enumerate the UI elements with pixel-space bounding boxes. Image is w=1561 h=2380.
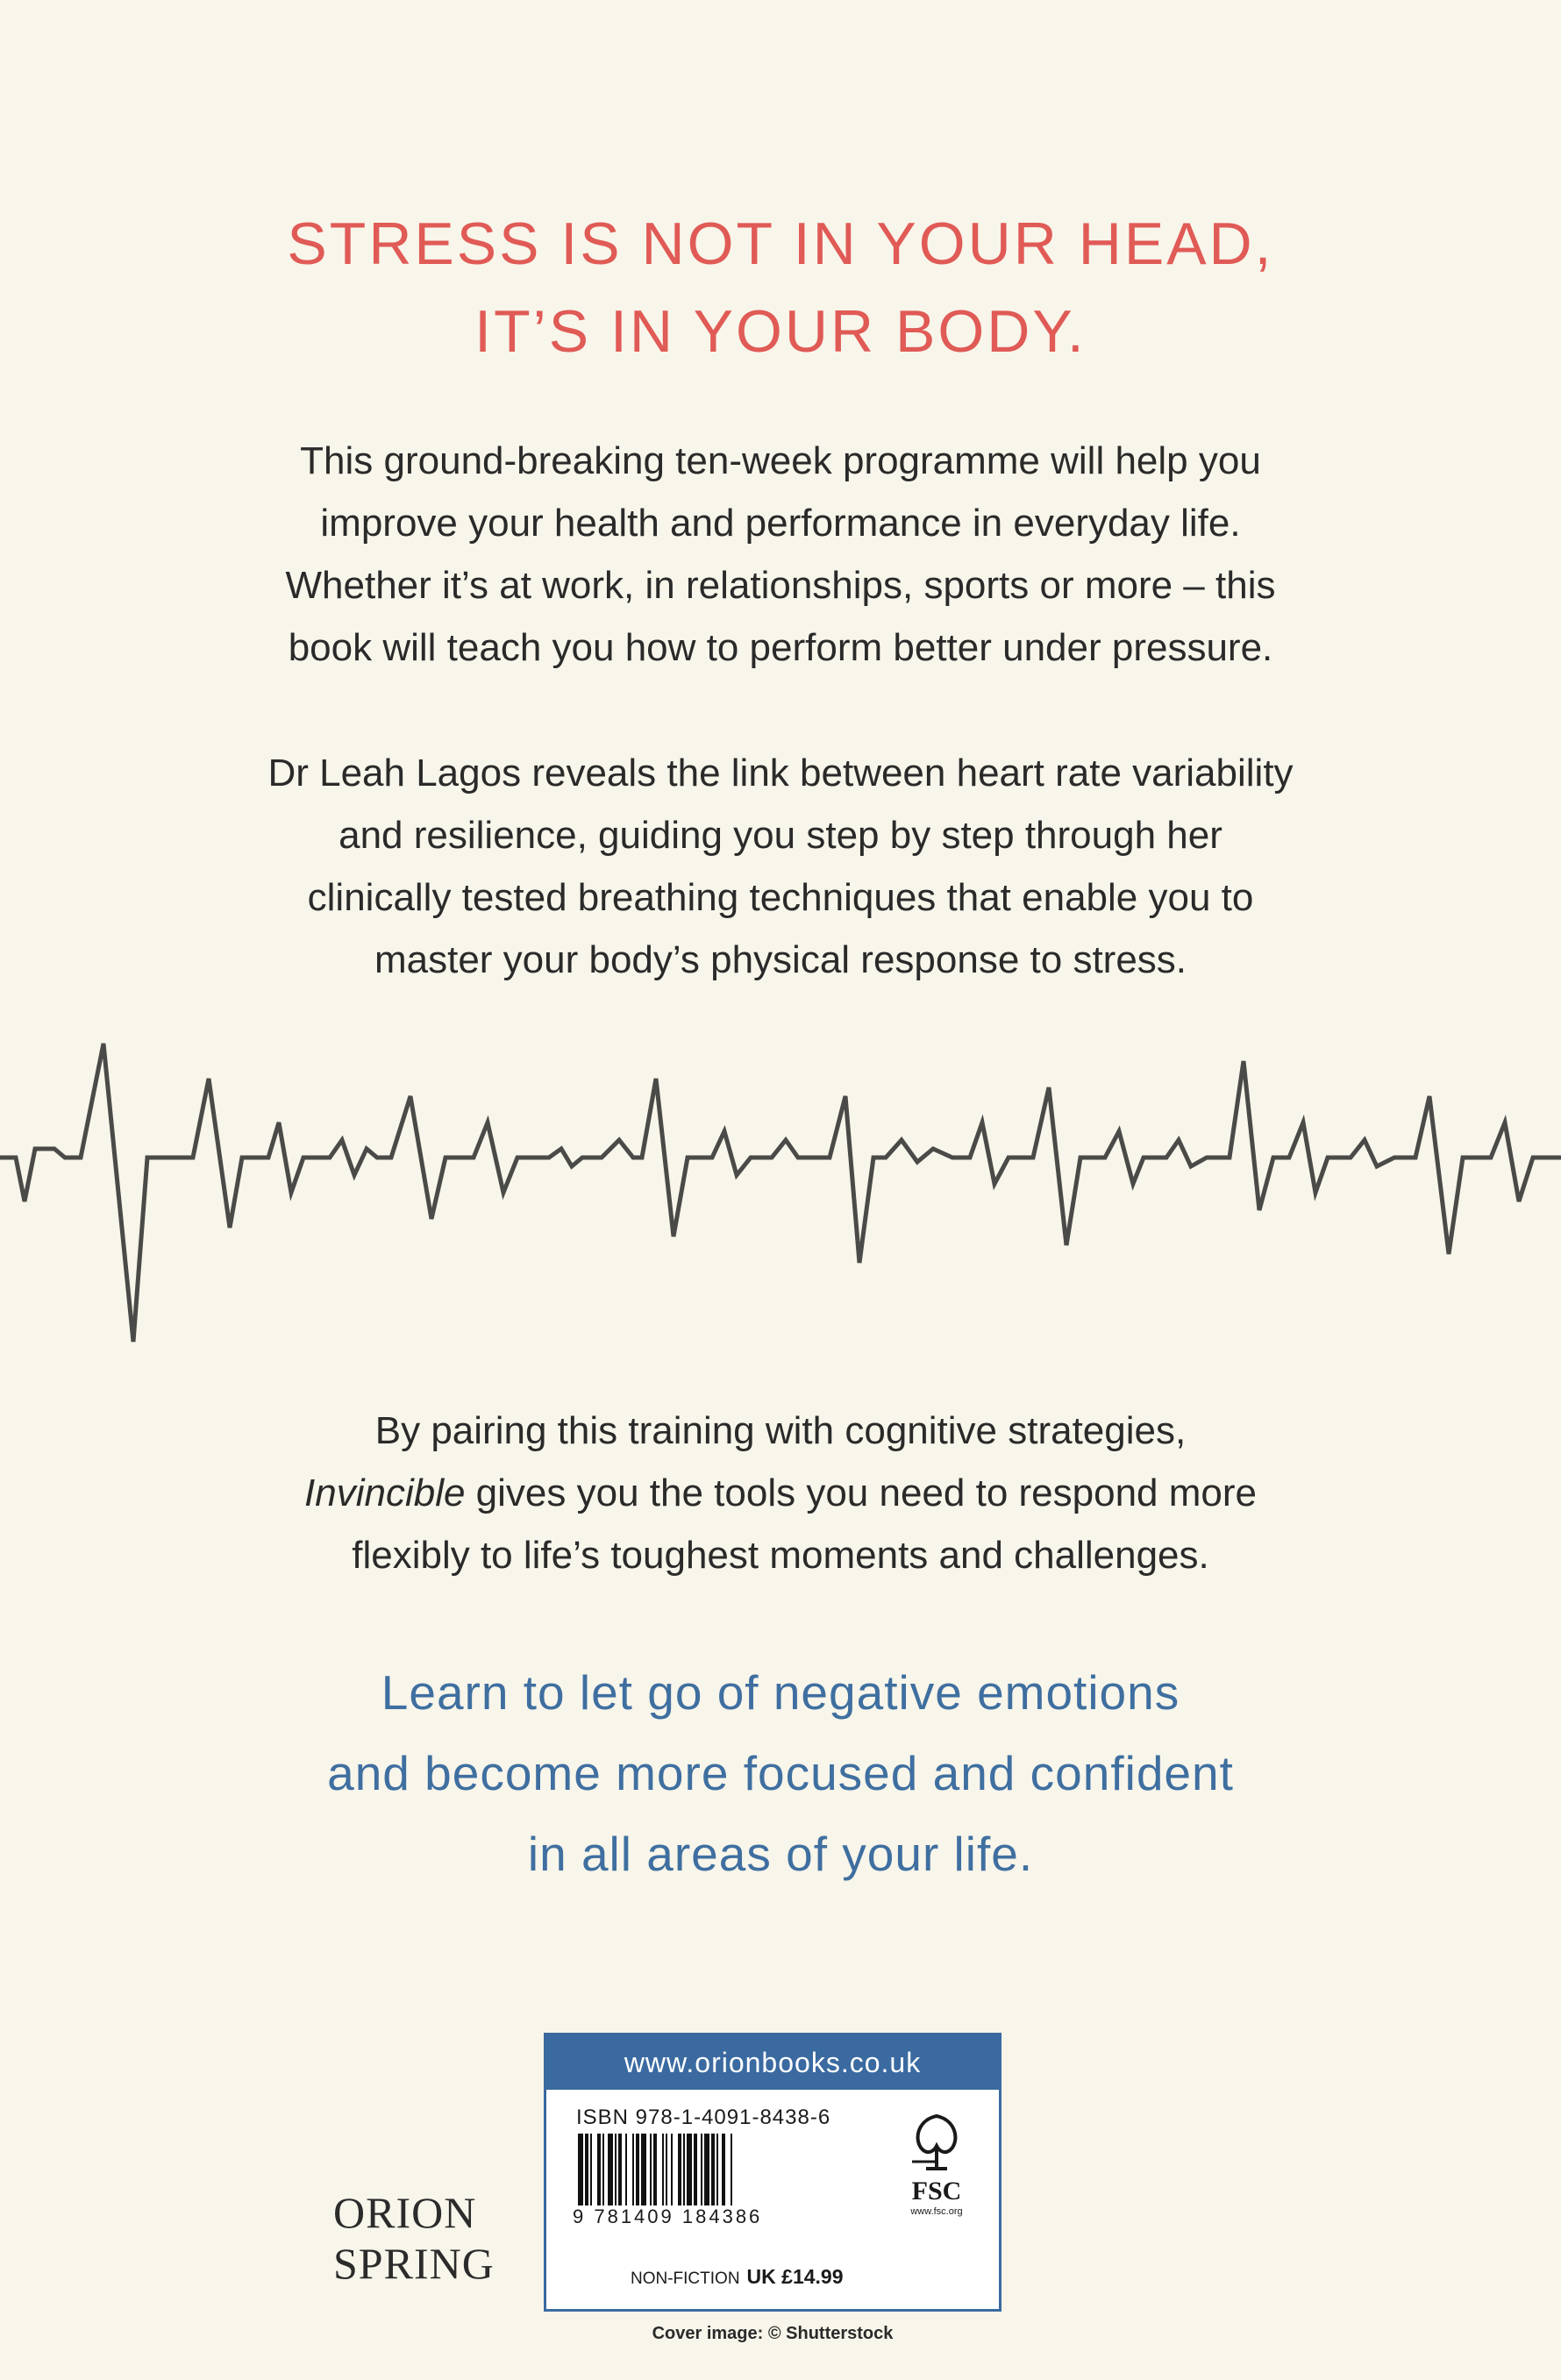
- barcode-bar: [653, 2134, 657, 2205]
- publisher-url: www.orionbooks.co.uk: [546, 2035, 999, 2090]
- heartbeat-line-graphic: [0, 1026, 1561, 1359]
- barcode-bar: [711, 2134, 715, 2205]
- fsc-website: www.fsc.org: [910, 2206, 963, 2217]
- intro-line-2: improve your health and performance in everyday life.: [320, 502, 1241, 545]
- barcode-bar: [662, 2134, 664, 2205]
- tagline-line-3: in all areas of your life.: [527, 1827, 1034, 1881]
- headline-line-1: STRESS IS NOT IN YOUR HEAD,: [287, 210, 1274, 277]
- barcode-bar: [671, 2134, 673, 2205]
- heartbeat-path: [0, 1044, 1561, 1342]
- closing-line-2: [167, 1462, 1394, 1524]
- barcode-bar: [722, 2134, 725, 2205]
- category-label: NON-FICTION: [631, 2270, 740, 2288]
- barcode-bar: [578, 2134, 583, 2205]
- barcode-bar: [650, 2134, 652, 2205]
- barcode-bar: [704, 2134, 709, 2205]
- barcode-bar: [678, 2134, 681, 2205]
- intro-line-4: book will teach you how to perform better under pressure.: [288, 626, 1273, 669]
- barcode-bar: [632, 2134, 634, 2205]
- intro-line-3: Whether it’s at work, in relationships, sports or more – this: [285, 564, 1276, 607]
- barcode-bar: [618, 2134, 622, 2205]
- tagline-line-2: and become more focused and confident: [327, 1746, 1234, 1800]
- barcode-panel: [544, 2033, 1001, 2312]
- tagline: [0, 1652, 1561, 1894]
- barcode-bar: [608, 2134, 613, 2205]
- fsc-badge: [888, 2111, 985, 2217]
- barcode-bar: [641, 2134, 646, 2205]
- fsc-tree-icon: [902, 2111, 972, 2172]
- price-line: [631, 2265, 844, 2289]
- barcode-bar: [590, 2134, 592, 2205]
- barcode-bar: [701, 2134, 702, 2205]
- barcode-bar: [683, 2134, 685, 2205]
- barcode-bar: [615, 2134, 617, 2205]
- barcode-bar: [687, 2134, 692, 2205]
- price-label: UK £14.99: [746, 2265, 844, 2288]
- author-paragraph: [167, 742, 1394, 991]
- headline: [0, 200, 1561, 375]
- closing-line-3: flexibly to life’s toughest moments and challenges.: [352, 1534, 1209, 1577]
- intro-line-1: This ground-breaking ten-week programme will help you: [300, 439, 1261, 482]
- barcode-bar: [602, 2134, 604, 2205]
- headline-line-2: IT’S IN YOUR BODY.: [474, 298, 1087, 365]
- barcode-bar: [585, 2134, 588, 2205]
- barcode-bar: [666, 2134, 667, 2205]
- book-title-italic: Invincible: [304, 1471, 466, 1514]
- closing-paragraph: [167, 1400, 1394, 1586]
- cover-image-credit: Cover image: © Shutterstock: [652, 2324, 894, 2343]
- barcode-bar: [694, 2134, 697, 2205]
- barcode-bar: [625, 2134, 627, 2205]
- tagline-line-1: Learn to let go of negative emotions: [381, 1665, 1180, 1720]
- barcode-digits: 9 781409 184386: [573, 2205, 763, 2227]
- closing-line-1: By pairing this training with cognitive strategies,: [374, 1409, 1187, 1452]
- barcode-bar: [716, 2134, 718, 2205]
- author-line-4: master your body’s physical response to stress.: [374, 938, 1187, 981]
- publisher-logo-line-2: SPRING: [333, 2239, 495, 2288]
- barcode-bar: [597, 2134, 601, 2205]
- publisher-logo: [333, 2187, 495, 2289]
- intro-paragraph: [167, 430, 1394, 679]
- barcode-graphic: [573, 2134, 862, 2205]
- publisher-logo-line-1: ORION: [333, 2188, 477, 2237]
- author-line-3: clinically tested breathing techniques that enable you to: [307, 876, 1254, 919]
- barcode-bar: [636, 2134, 639, 2205]
- closing-line-2-rest: gives you the tools you need to respond more: [465, 1471, 1257, 1514]
- barcode-bar: [731, 2134, 732, 2205]
- author-line-2: and resilience, guiding you step by step through her: [339, 814, 1222, 857]
- fsc-mark: FSC: [911, 2177, 962, 2205]
- isbn-number: ISBN 978-1-4091-8438-6: [576, 2106, 831, 2129]
- author-line-1: Dr Leah Lagos reveals the link between heart rate variability: [267, 752, 1294, 795]
